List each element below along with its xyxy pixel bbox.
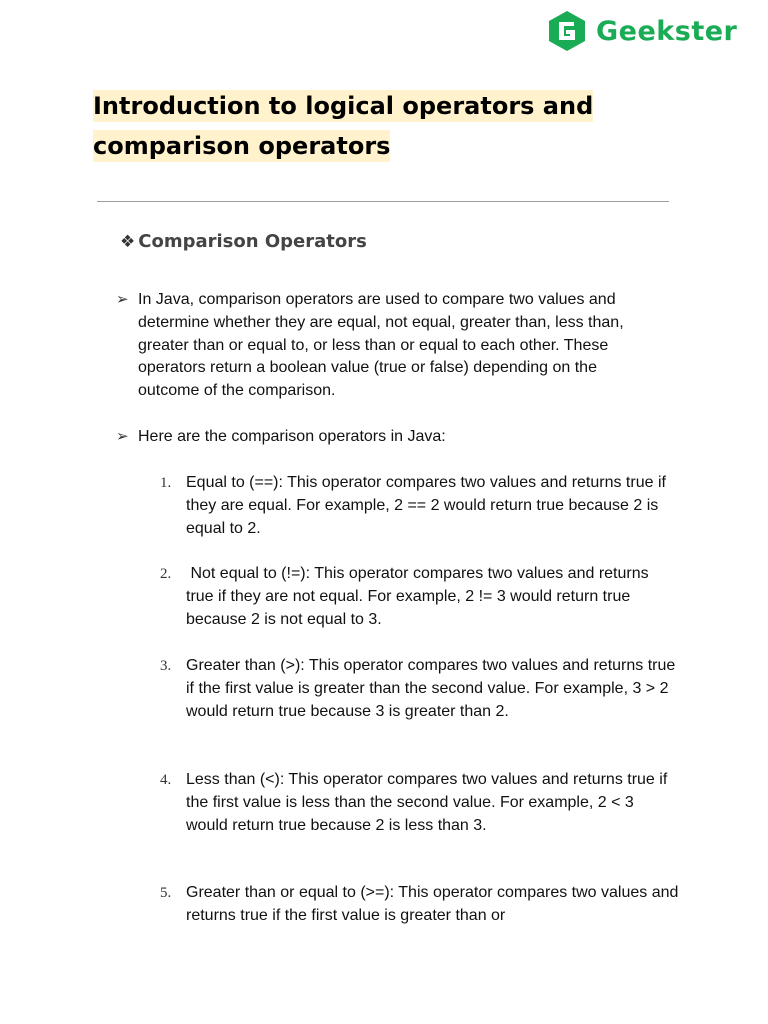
list-item-text: Less than (<): This operator compares two values and returns true if the first value is less than the second value. For example, 2 < 3 would return true because 2 is less than 3. [186,771,668,834]
divider [97,201,669,202]
list-item-text: Greater than or equal to (>=): This operator compares two values and returns true if the first value is greater than or [186,884,679,924]
bullet-item [116,289,661,403]
page-title [93,86,613,166]
bullet-item [116,426,676,449]
list-number: 3. [160,658,172,674]
list-item-text: Greater than (>): This operator compares two values and returns true if the first value is greater than the second value. For example, 3 > 2 would return true because 3 is greater than 2. [186,657,676,720]
brand-name: Geekster [596,15,738,47]
bullet-text: Here are the comparison operators in Java: [138,428,446,445]
list-item-text: Equal to (==): This operator compares two values and returns true if they are equal. For example, 2 == 2 would return true because 2 is equal to 2. [186,474,666,537]
arrow-bullet-icon: ➢ [116,428,129,445]
list-item [160,655,680,723]
list-number: 5. [160,885,172,901]
geekster-logo-icon [546,10,588,52]
list-number: 1. [160,475,172,491]
arrow-bullet-icon: ➢ [116,291,129,308]
bullet-text: In Java, comparison operators are used to compare two values and determine whether they are equal, not equal, greater than, less than, greater than or equal to, or less than or equal to each other. These operators return a boolean value (true or false) depending on the outcome of the comparison. [138,291,624,400]
section-heading [120,231,367,252]
list-number: 4. [160,772,172,788]
section-heading-text: Comparison Operators [138,231,367,252]
list-item-text: Not equal to (!=): This operator compares two values and returns true if they are not equal. For example, 2 != 3 would return true because 2 is not equal to 3. [186,565,654,628]
list-item [160,882,680,928]
list-item [160,563,680,631]
list-item [160,769,680,837]
diamond-bullet-icon: ❖ [120,231,136,252]
page-title-text: Introduction to logical operators and comparison operators [93,92,594,160]
list-number: 2. [160,566,172,582]
list-item [160,472,680,540]
brand-logo [546,10,737,52]
